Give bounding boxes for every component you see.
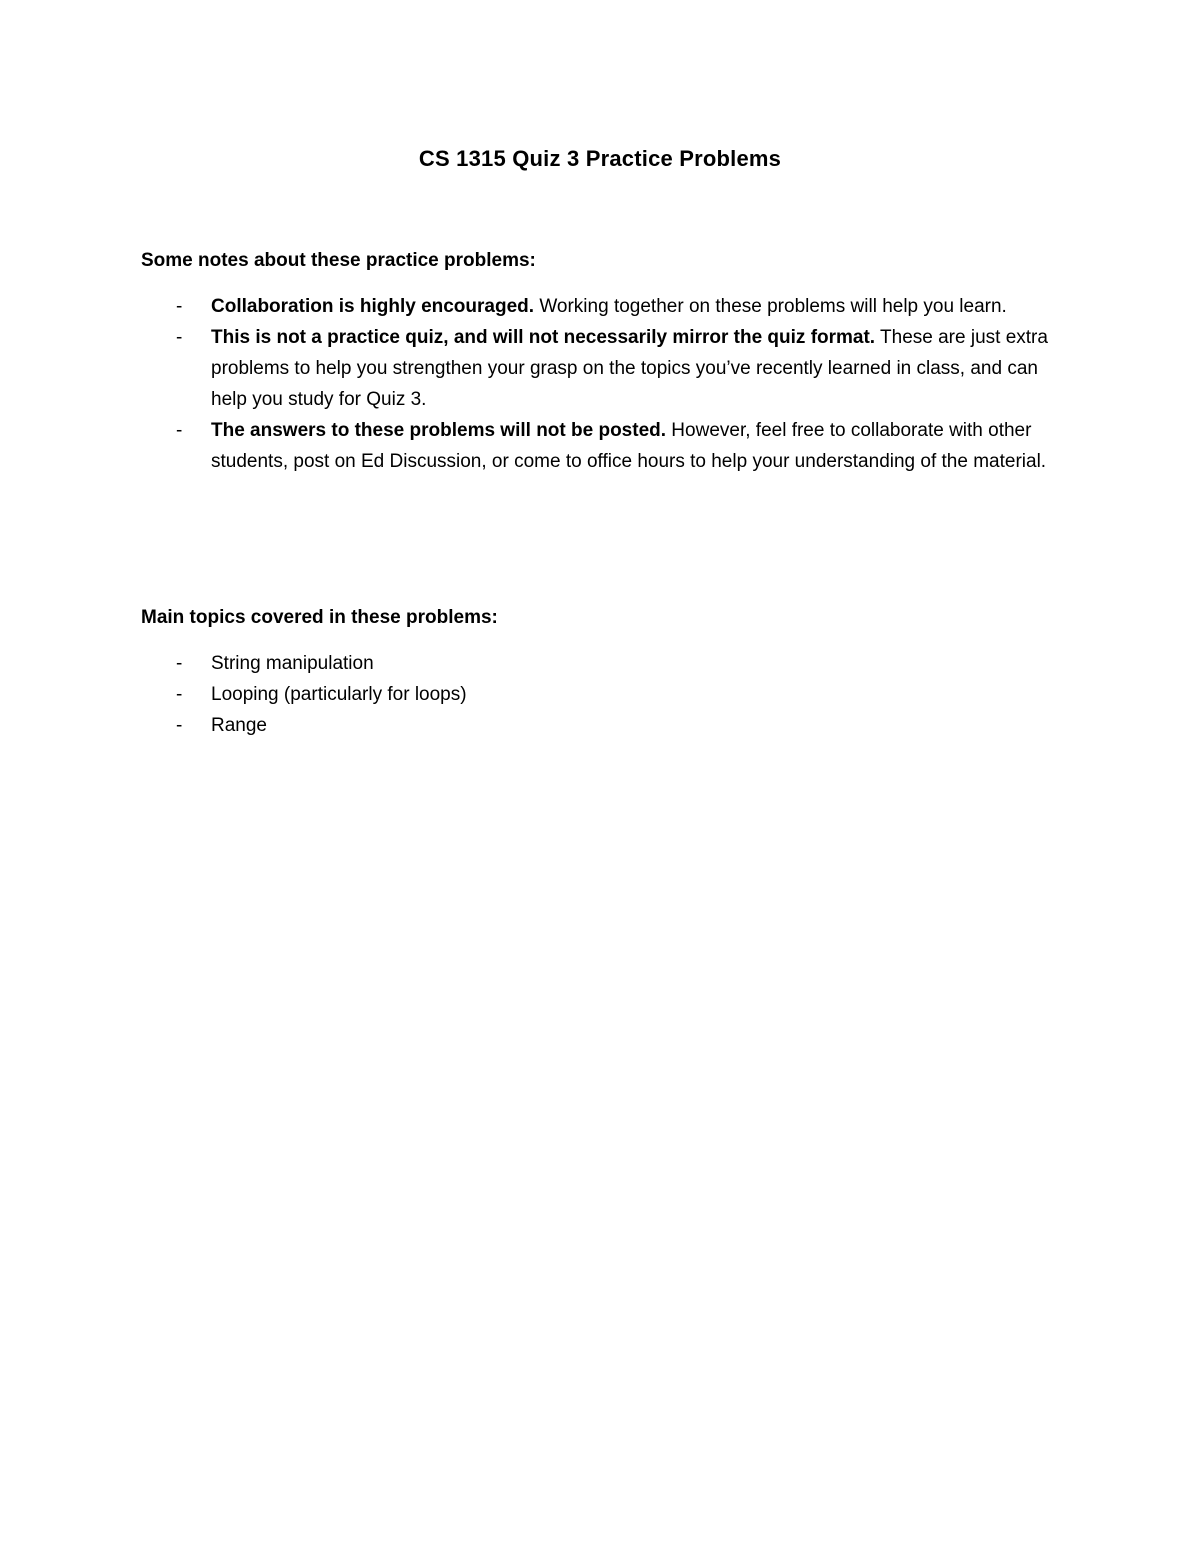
bullet-dash: - — [176, 420, 183, 441]
notes-list — [141, 291, 1061, 477]
bullet-dash: - — [176, 653, 183, 674]
topics-heading: Main topics covered in these problems: — [141, 607, 498, 628]
topic-item-looping — [141, 679, 1061, 710]
topic-text: Looping (particularly for loops) — [211, 684, 467, 705]
bullet-dash: - — [176, 684, 183, 705]
note-item-not-practice-quiz — [141, 322, 1061, 415]
bullet-dash: - — [176, 296, 183, 317]
note-text: Working together on these problems will help you learn. — [534, 296, 1007, 317]
page-title: CS 1315 Quiz 3 Practice Problems — [418, 146, 782, 171]
note-emphasis: The answers to these problems will not be posted. — [211, 420, 667, 441]
note-item-answers-not-posted — [141, 415, 1061, 477]
notes-heading: Some notes about these practice problems: — [141, 250, 536, 271]
note-emphasis: This is not a practice quiz, and will not necessarily mirror the quiz format. — [211, 327, 876, 348]
topic-text: String manipulation — [211, 653, 374, 674]
bullet-dash: - — [176, 715, 183, 736]
topic-item-string-manipulation — [141, 648, 1061, 679]
note-emphasis: Collaboration is highly encouraged. — [211, 296, 535, 317]
topics-list — [141, 648, 1061, 741]
note-text: However, feel free to collaborate with other students, post on Ed Discussion, or come to office hours to help your understanding of the material. — [211, 420, 1047, 472]
note-text: These are just extra problems to help you strengthen your grasp on the topics you’ve recently learned in class, and can help you study for Quiz 3. — [211, 327, 1048, 410]
bullet-dash: - — [176, 327, 183, 348]
topic-text: Range — [211, 715, 267, 736]
note-item-collaboration — [141, 291, 1061, 322]
topic-item-range — [141, 710, 1061, 741]
